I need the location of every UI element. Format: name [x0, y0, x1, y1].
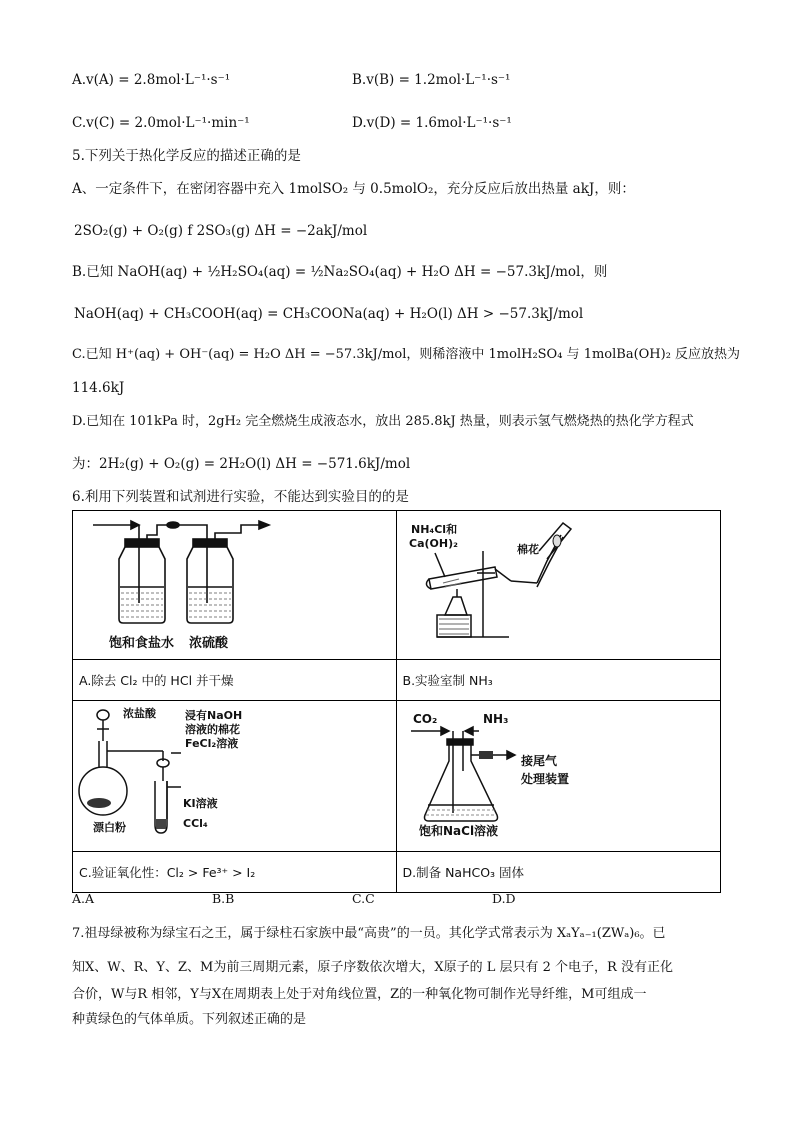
ammonia-prep-diagram — [397, 511, 720, 655]
q6-option-b: B.B — [212, 891, 235, 906]
label-conc-hcl: 浓盐酸 — [123, 707, 156, 720]
label-saturated-brine: 饱和食盐水 — [109, 636, 175, 651]
label-caoh2: Ca(OH)₂ — [408, 537, 458, 550]
caption-d: D.制备 NaHCO₃ 固体 — [396, 852, 721, 893]
oxidation-test-diagram — [73, 701, 395, 847]
label-ki: KI溶液 — [183, 797, 218, 810]
label-tail-gas-2: 处理装置 — [520, 772, 569, 786]
q4-option-a: A.v(A) = 2.8mol·L⁻¹·s⁻¹ — [72, 72, 231, 88]
label-ccl4: CCl₄ — [183, 817, 208, 830]
label-nh4cl: NH₄Cl和 — [410, 523, 457, 536]
q7-line3: 合价，W与R 相邻，Y与X在周期表上处于对角线位置，Z的一种氧化物可制作光导纤维，M可组成一 — [72, 987, 647, 1002]
q6-option-c: C.C — [352, 891, 375, 906]
q5-option-c-line1: C.已知 H⁺(aq) + OH⁻(aq) = H₂O ΔH = −57.3kJ/mol，则稀溶液中 1molH₂SO₄ 与 1molBa(OH)₂ 反应放热为 — [72, 347, 741, 362]
apparatus-table — [72, 510, 721, 893]
label-naoh-cotton-2: 溶液的棉花 — [185, 723, 240, 736]
caption-b: B.实验室制 NH₃ — [396, 660, 721, 701]
figure-b — [396, 511, 721, 660]
figure-a — [73, 511, 397, 660]
label-tail-gas-1: 接尾气 — [520, 754, 557, 768]
q5-option-d-line2: 为：2H₂(g) + O₂(g) = 2H₂O(l) ΔH = −571.6kJ/mol — [72, 456, 411, 472]
q5-option-a-equation: 2SO₂(g) + O₂(g) f 2SO₃(g) ΔH = −2akJ/mol — [74, 223, 368, 239]
q5-stem: 5.下列关于热化学反应的描述正确的是 — [72, 148, 301, 164]
q5-option-b-equation: NaOH(aq) + CH₃COOH(aq) = CH₃COONa(aq) + H₂O(l) ΔH > −57.3kJ/mol — [74, 306, 584, 322]
q6-option-d: D.D — [492, 891, 516, 906]
q4-option-d: D.v(D) = 1.6mol·L⁻¹·s⁻¹ — [352, 115, 512, 131]
label-naoh-cotton-1: 浸有NaOH — [185, 709, 243, 722]
q4-option-b: B.v(B) = 1.2mol·L⁻¹·s⁻¹ — [352, 72, 511, 88]
q4-option-c: C.v(C) = 2.0mol·L⁻¹·min⁻¹ — [72, 115, 250, 131]
q7-line4: 种黄绿色的气体单质。下列叙述正确的是 — [72, 1012, 307, 1027]
figure-d — [396, 701, 721, 852]
q5-option-c-line2: 114.6kJ — [72, 380, 125, 396]
gas-washing-bottles-diagram — [73, 511, 395, 655]
label-cotton: 棉花 — [516, 543, 539, 556]
q6-stem: 6.利用下列装置和试剂进行实验，不能达到实验目的的是 — [72, 489, 409, 505]
sodium-bicarbonate-diagram — [397, 701, 720, 847]
caption-c: C.验证氧化性：Cl₂ > Fe³⁺ > I₂ — [73, 852, 397, 893]
label-co2: CO₂ — [412, 712, 437, 726]
label-nh3: NH₃ — [482, 712, 508, 726]
caption-a: A.除去 Cl₂ 中的 HCl 并干燥 — [73, 660, 397, 701]
label-fecl2: FeCl₂溶液 — [185, 737, 239, 750]
q5-option-a-line1: A、一定条件下，在密闭容器中充入 1molSO₂ 与 0.5molO₂，充分反应后放出热量 akJ，则： — [72, 181, 635, 197]
label-sat-nacl: 饱和NaCl溶液 — [418, 824, 498, 838]
q7-line1: 7.祖母绿被称为绿宝石之王，属于绿柱石家族中最“高贵”的一员。其化学式常表示为 XₐYₐ₋₁(ZWₐ)₆。已 — [72, 926, 666, 941]
q6-option-a: A.A — [72, 891, 95, 906]
label-conc-sulfuric-acid: 浓硫酸 — [189, 636, 229, 651]
q5-option-d-line1: D.已知在 101kPa 时，2gH₂ 完全燃烧生成液态水，放出 285.8kJ 热量，则表示氢气燃烧热的热化学方程式 — [72, 414, 694, 429]
q7-line2: 知X、W、R、Y、Z、M为前三周期元素，原子序数依次增大，X原子的 L 层只有 2 个电子，R 没有正化 — [72, 960, 673, 975]
figure-c — [73, 701, 397, 852]
label-bleach-powder: 漂白粉 — [93, 821, 126, 834]
q5-option-b-line1: B.已知 NaOH(aq) + ½H₂SO₄(aq) = ½Na₂SO₄(aq) + H₂O ΔH = −57.3kJ/mol，则 — [72, 264, 608, 280]
